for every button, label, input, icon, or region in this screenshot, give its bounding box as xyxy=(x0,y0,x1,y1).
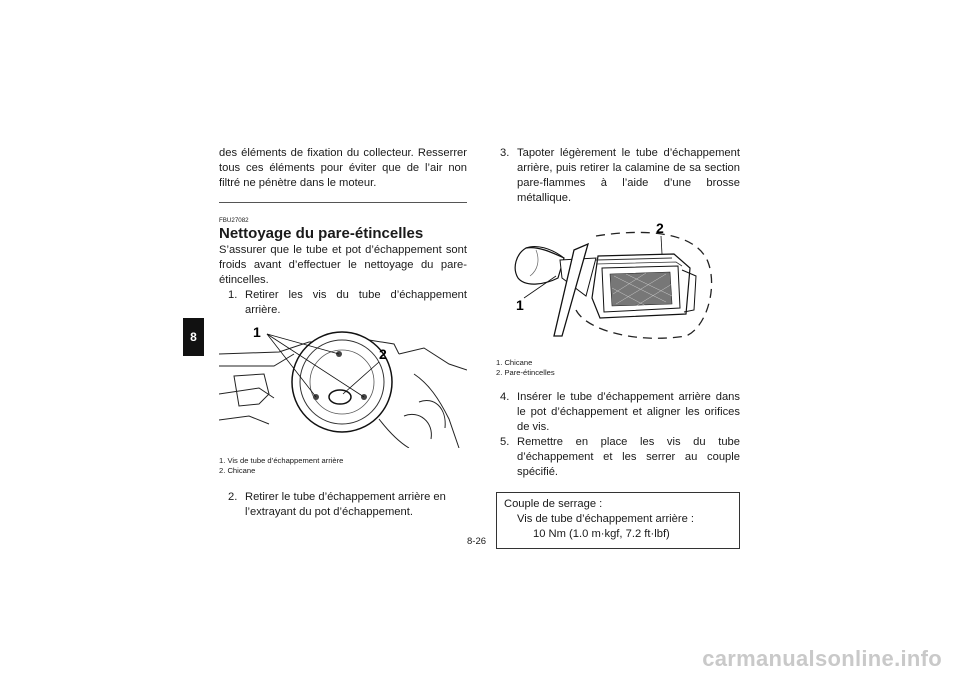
figure-exhaust-rear xyxy=(219,324,467,453)
step-number: 3. xyxy=(500,147,510,159)
fig2-captions xyxy=(496,358,740,378)
fig2-caption-1: 1. Chicane xyxy=(496,358,533,367)
step-2 xyxy=(219,490,467,520)
fig2-label-1: 1 xyxy=(516,297,524,313)
step-5 xyxy=(496,435,740,480)
section-heading: Nettoyage du pare-étincelles xyxy=(219,225,424,242)
step-number: 4. xyxy=(500,391,510,403)
section-code: FBU27082 xyxy=(219,217,249,224)
step-number: 5. xyxy=(500,436,510,448)
step-number: 1. xyxy=(228,289,238,301)
chapter-tab: 8 xyxy=(183,318,204,356)
section-paragraph: S’assurer que le tube et pot d’échappement sont froids avant d’effectuer le nettoyage du pare-étincelles. xyxy=(219,244,467,286)
fig2-label-2: 2 xyxy=(656,220,664,236)
watermark: carmanualsonline.info xyxy=(702,646,942,671)
step-text: Insérer le tube d’échappement arrière dans le pot d’échappement et aligner les orifices de vis. xyxy=(517,391,740,433)
fig1-caption-2: 2. Chicane xyxy=(219,466,256,475)
step-text: Remettre en place les vis du tube d’échappement et les serrer au couple spécifié. xyxy=(517,436,740,478)
step-1 xyxy=(219,288,467,318)
page-number: 8-26 xyxy=(467,536,487,547)
step-4 xyxy=(496,390,740,435)
exhaust-rear-illustration xyxy=(219,324,467,448)
step-text: Tapoter légèrement le tube d’échappement arrière, puis retirer la calamine de sa section pare-flammes à l’aide d’une brosse métallique. xyxy=(517,147,740,204)
spec-item: Vis de tube d’échappement arrière : xyxy=(517,513,695,525)
step-text: Retirer le tube d’échappement arrière en l’extrayant du pot d’échappement. xyxy=(245,491,446,518)
spec-value: 10 Nm (1.0 m·kgf, 7.2 ft·lbf) xyxy=(533,528,670,540)
spark-arrester-illustration xyxy=(496,218,740,350)
fig1-label-1: 1 xyxy=(253,324,261,340)
fig2-caption-2: 2. Pare-étincelles xyxy=(496,368,555,377)
fig1-caption-1: 1. Vis de tube d’échappement arrière xyxy=(219,456,344,465)
step-text: Retirer les vis du tube d’échappement arrière. xyxy=(245,289,467,316)
left-column xyxy=(219,146,467,520)
right-column xyxy=(496,146,740,549)
fig1-label-2: 2 xyxy=(379,346,387,362)
step-number: 2. xyxy=(228,491,238,503)
fig1-captions xyxy=(219,456,467,476)
torque-spec-box xyxy=(496,492,740,549)
spec-title: Couple de serrage : xyxy=(504,498,603,510)
step-3 xyxy=(496,146,740,206)
figure-spark-arrester xyxy=(496,218,740,355)
section-divider xyxy=(219,202,467,203)
intro-paragraph: des éléments de fixation du collecteur. Resserrer tous ces éléments pour éviter que de l’air non filtré ne pénètre dans le moteur. xyxy=(219,147,467,189)
